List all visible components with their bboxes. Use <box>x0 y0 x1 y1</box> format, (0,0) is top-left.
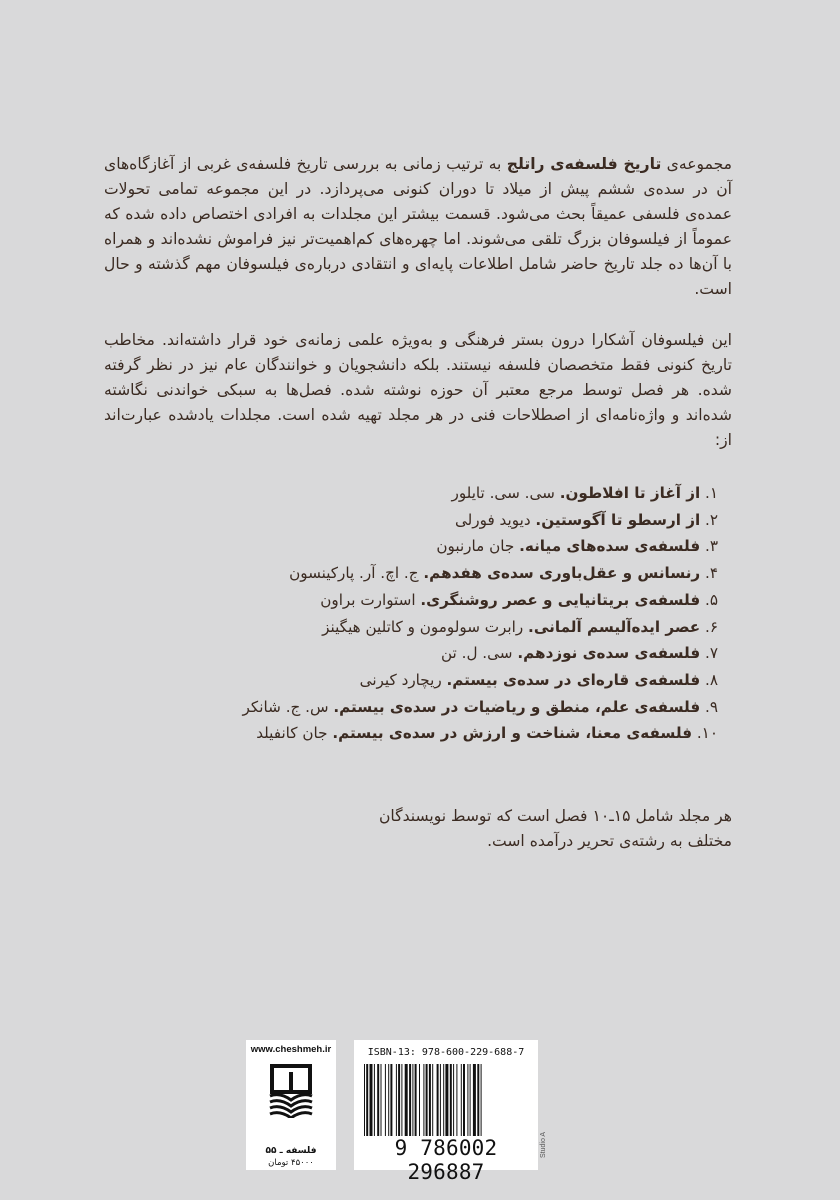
volume-item <box>158 614 718 641</box>
volume-title: فلسفه‌ی قاره‌ای در سده‌ی بیستم. <box>446 670 701 689</box>
volume-author: رابرت سولومون و کاتلین هیگینز <box>322 617 529 636</box>
barcode-bar <box>481 1064 482 1136</box>
volume-title: از ارسطو تا آگوستین. <box>535 510 701 529</box>
volume-item <box>158 560 718 587</box>
barcode-box <box>354 1040 538 1184</box>
barcode-bar <box>445 1064 448 1136</box>
volume-author: دیوید فورلی <box>455 510 536 529</box>
volume-title: فلسفه‌ی سده‌ی نوزدهم. <box>517 644 701 663</box>
barcode-bar <box>477 1064 479 1136</box>
barcode-bar <box>429 1064 431 1136</box>
volume-author: سی. سی. تایلور <box>451 484 560 502</box>
volume-number: ۵. <box>700 590 718 609</box>
barcode-bar <box>370 1064 373 1136</box>
barcode-bar <box>405 1064 408 1136</box>
barcode-bar <box>473 1064 476 1136</box>
isbn-label: ISBN-13: 978-600-229-688-7 <box>367 1047 525 1058</box>
barcode-bar <box>461 1064 462 1136</box>
barcode-bar <box>364 1064 365 1136</box>
volume-number: ۴. <box>700 564 718 583</box>
barcode-bar <box>423 1064 424 1136</box>
cheshmeh-book-logo-icon <box>266 1062 316 1118</box>
side-credit: Studio A <box>540 1131 547 1158</box>
context-paragraph: این فیلسوفان آشکارا درون بستر فرهنگی و به‌ویژه علمی زمانه‌ی خود قرار داشته‌اند. مخاطب تاریخ کنونی فقط متخصصان فلسفه نیستند. بلکه دانشجویان و خوانندگان عام نیز در نظر گرفته شده. هر فصل توسط مرجع معتبر آن حوزه نوشته شده. فصل‌ها به سبکی خواندنی نگاشته شده‌اند و واژه‌نامه‌ای از اصطلاحات فنی در هر مجلد تهیه شده است. مجلدات یادشده عبارت‌اند از: <box>104 331 732 449</box>
publisher-box <box>246 1040 336 1170</box>
volume-item <box>158 533 718 560</box>
volume-author: استوارت براون <box>320 590 421 609</box>
volume-title: از آغاز تا افلاطون. <box>559 484 701 502</box>
barcode-bar <box>381 1064 382 1136</box>
intro-text-start: مجموعه‌ی <box>661 155 732 173</box>
barcode-bar <box>377 1064 379 1136</box>
barcode-bar <box>419 1064 420 1136</box>
barcode-bar <box>437 1064 439 1136</box>
barcode-bar <box>463 1064 465 1136</box>
barcode-digits: 9 786002 296887 <box>394 1136 498 1184</box>
barcode-bar <box>443 1064 444 1136</box>
barcode-bar <box>470 1064 471 1136</box>
volume-title: فلسفه‌ی بریتانیایی و عصر روشنگری. <box>420 590 701 609</box>
volume-title: رنسانس و عقل‌باوری سده‌ی هفدهم. <box>423 564 701 583</box>
intro-text-rest: به ترتیب زمانی به بررسی تاریخ فلسفه‌ی غربی از آغازگاه‌های آن در سده‌ی ششم پیش از میلاد تا دوران کنونی می‌پردازد. در این مجموعه تمامی تحولات عمده‌ی فلسفی عمیقاً بحث می‌شود. قسمت بیشتر این مجلدات به افرادی اختصاص داده شده که عموماً از فیلسوفان بزرگ تلقی می‌شوند. اما چهره‌های کم‌اهمیت‌تر نیز فراموش نشده‌اند و همراه با آن‌ها ده جلد تاریخ حاضر شامل اطلاعات پایه‌ای و انتقادی درباره‌ی فیلسوفان مهم گذشته و حال است. <box>104 155 732 298</box>
barcode-bar <box>398 1064 400 1136</box>
barcode-bar <box>396 1064 397 1136</box>
volume-author: س. ج. شانکر <box>242 697 334 716</box>
barcode-bar <box>409 1064 411 1136</box>
series-number: فلسفه ـ ۵۵ <box>265 1146 317 1156</box>
volume-title: فلسفه‌ی علم، منطق و ریاضیات در سده‌ی بیستم. <box>333 697 701 716</box>
volume-title: فلسفه‌ی سده‌های میانه. <box>519 537 701 556</box>
series-title: تاریخ فلسفه‌ی راتلج <box>506 155 662 173</box>
volume-number: ۷. <box>700 644 718 663</box>
barcode-bar <box>388 1064 389 1136</box>
volume-number: ۸. <box>700 670 718 689</box>
barcode-bar <box>401 1064 402 1136</box>
barcode-bar <box>432 1064 433 1136</box>
volume-number: ۳. <box>700 537 718 556</box>
volume-number: ۲. <box>700 510 718 529</box>
barcode-bar <box>426 1064 428 1136</box>
barcode-bar <box>385 1064 386 1136</box>
barcode-bar <box>453 1064 454 1136</box>
barcode-icon <box>362 1064 530 1136</box>
barcode-bar <box>456 1064 457 1136</box>
barcode-bar <box>412 1064 413 1136</box>
volume-number: ۱. <box>700 484 718 502</box>
barcode-bar <box>374 1064 375 1136</box>
volume-title: عصر ایده‌آلیسم آلمانی. <box>528 617 701 636</box>
barcode-bar <box>415 1064 417 1136</box>
volume-item <box>158 480 718 507</box>
volume-author: ج. اچ. آر. پارکینسون <box>289 564 424 583</box>
barcode-bar <box>390 1064 392 1136</box>
volume-item <box>158 720 718 747</box>
barcode-bar <box>450 1064 452 1136</box>
volume-item <box>158 667 718 694</box>
volume-author: جان کانفیلد <box>256 724 333 743</box>
volume-item <box>158 694 718 721</box>
volume-number: ۶. <box>700 617 718 636</box>
volume-author: سی. ل. تن <box>441 644 518 663</box>
volume-author: ریچارد کیرنی <box>359 670 447 689</box>
barcode-bar <box>440 1064 441 1136</box>
volume-list <box>158 480 718 747</box>
volume-number: ۱۰. <box>692 724 718 743</box>
volume-item <box>158 640 718 667</box>
closing-paragraph: هر مجلد شامل ۱۵ـ۱۰ فصل است که توسط نویسندگان مختلف به رشته‌ی تحریر درآمده است. <box>378 807 732 850</box>
volume-item <box>158 507 718 534</box>
publisher-url: www.cheshmeh.ir <box>250 1044 332 1055</box>
volume-item <box>158 587 718 614</box>
barcode-bar <box>467 1064 468 1136</box>
volume-number: ۹. <box>700 697 718 716</box>
barcode-bar <box>366 1064 368 1136</box>
volume-author: جان مارنبون <box>436 537 520 556</box>
price: ۴۵۰۰۰ تومان <box>268 1158 314 1168</box>
volume-title: فلسفه‌ی معنا، شناخت و ارزش در سده‌ی بیستم. <box>332 724 693 743</box>
intro-paragraph <box>104 152 732 302</box>
